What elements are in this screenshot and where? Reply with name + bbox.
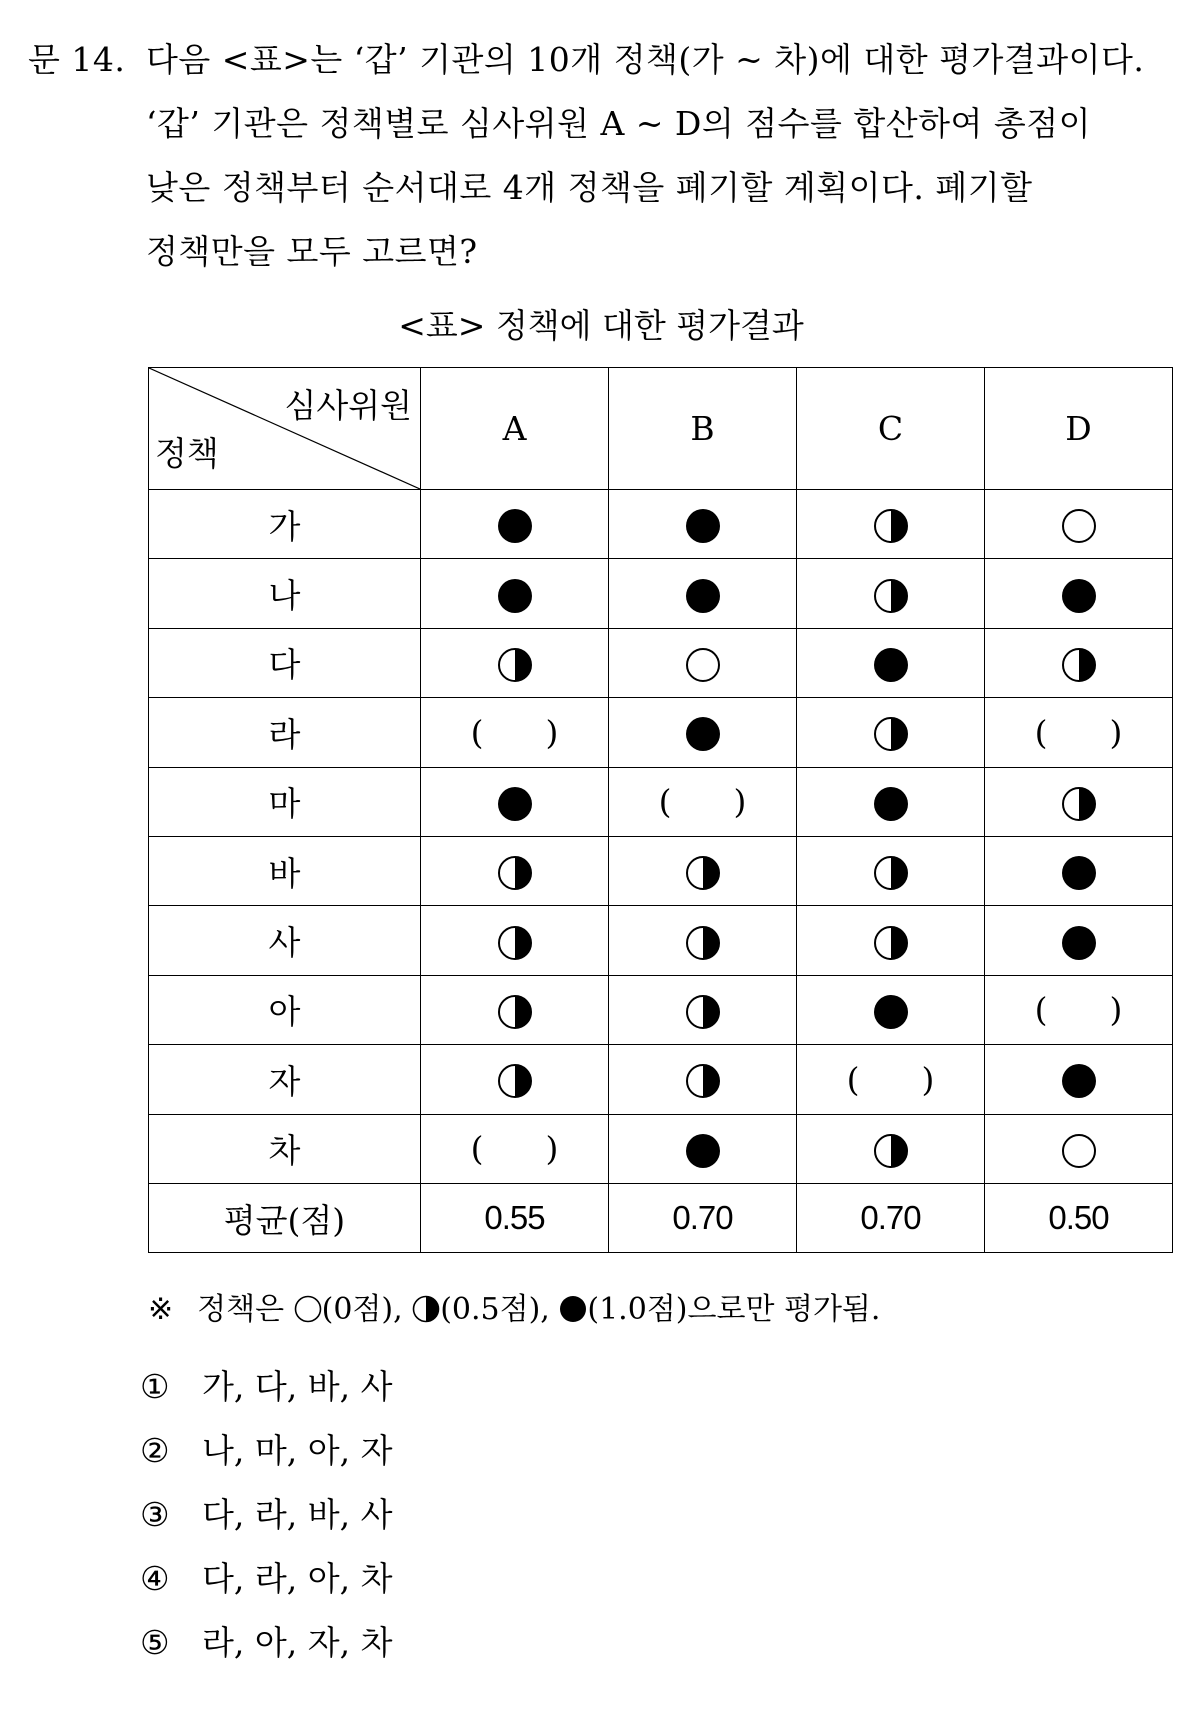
note-half-text: (0.5점),	[440, 1292, 550, 1327]
note-prefix: 정책은	[197, 1292, 285, 1327]
full-circle-icon	[497, 508, 533, 544]
score-cell-d	[985, 767, 1173, 836]
score-cell-d	[985, 628, 1173, 697]
table-row	[149, 906, 1173, 975]
policy-name: 가	[149, 490, 421, 559]
choice-number: ①	[140, 1367, 170, 1406]
score-cell-a	[421, 906, 609, 975]
judge-header-a: A	[421, 368, 609, 490]
score-cell-a	[421, 698, 609, 767]
blank-score: ( )	[658, 782, 747, 822]
half-circle-icon	[685, 994, 721, 1030]
score-cell-a	[421, 490, 609, 559]
half-circle-icon	[685, 855, 721, 891]
average-value-b: 0.70	[609, 1183, 797, 1252]
score-cell-c	[797, 698, 985, 767]
judge-header-c: C	[797, 368, 985, 490]
half-circle-icon	[497, 1063, 533, 1099]
score-cell-d	[985, 698, 1173, 767]
full-circle-icon	[1061, 1063, 1097, 1099]
score-cell-b	[609, 767, 797, 836]
full-circle-icon	[497, 578, 533, 614]
half-circle-icon	[873, 855, 909, 891]
score-cell-c	[797, 906, 985, 975]
score-cell-b	[609, 836, 797, 905]
full-circle-icon	[873, 786, 909, 822]
score-cell-a	[421, 628, 609, 697]
score-cell-c	[797, 559, 985, 628]
half-circle-icon	[873, 716, 909, 752]
empty-circle-icon	[294, 1295, 322, 1323]
choice-number: ⑤	[140, 1623, 170, 1662]
score-cell-c	[797, 490, 985, 559]
table-row	[149, 698, 1173, 767]
empty-circle-icon	[1061, 508, 1097, 544]
full-circle-icon	[1061, 855, 1097, 891]
half-circle-icon	[1061, 647, 1097, 683]
score-cell-d	[985, 1114, 1173, 1183]
blank-score: ( )	[846, 1059, 935, 1099]
half-circle-icon	[497, 925, 533, 961]
full-circle-icon	[685, 716, 721, 752]
full-circle-icon	[1061, 925, 1097, 961]
table-row	[149, 975, 1173, 1044]
half-circle-icon	[412, 1295, 440, 1323]
full-circle-icon	[497, 786, 533, 822]
full-circle-icon	[873, 994, 909, 1030]
policy-name: 바	[149, 836, 421, 905]
policy-name: 다	[149, 628, 421, 697]
half-circle-icon	[497, 994, 533, 1030]
full-circle-icon	[559, 1295, 587, 1323]
half-circle-icon	[685, 925, 721, 961]
score-cell-d	[985, 975, 1173, 1044]
score-cell-b	[609, 906, 797, 975]
full-circle-icon	[685, 578, 721, 614]
note-full-text: (1.0점)으로만 평가됨.	[587, 1292, 881, 1327]
score-cell-b	[609, 559, 797, 628]
choice-number: ④	[140, 1559, 170, 1598]
half-circle-icon	[497, 647, 533, 683]
blank-score: ( )	[1034, 990, 1123, 1030]
corner-policy-label: 정책	[155, 434, 219, 473]
choice-1[interactable]	[140, 1355, 392, 1419]
score-cell-a	[421, 836, 609, 905]
score-cell-c	[797, 628, 985, 697]
choice-number: ③	[140, 1495, 170, 1534]
half-circle-icon	[1061, 786, 1097, 822]
question-number: 문 14.	[28, 40, 126, 79]
score-cell-a	[421, 559, 609, 628]
table-row	[149, 836, 1173, 905]
choice-text: 라, 아, 자, 차	[202, 1623, 393, 1662]
table-row	[149, 628, 1173, 697]
full-circle-icon	[685, 508, 721, 544]
score-cell-a	[421, 1114, 609, 1183]
choice-text: 가, 다, 바, 사	[202, 1367, 393, 1406]
half-circle-icon	[873, 1133, 909, 1169]
table-row	[149, 559, 1173, 628]
empty-circle-icon	[685, 647, 721, 683]
score-cell-d	[985, 836, 1173, 905]
table-row	[149, 767, 1173, 836]
score-cell-c	[797, 767, 985, 836]
question	[28, 28, 1178, 284]
policy-name: 아	[149, 975, 421, 1044]
half-circle-icon	[497, 855, 533, 891]
choice-text: 다, 라, 바, 사	[202, 1495, 393, 1534]
average-value-a: 0.55	[421, 1183, 609, 1252]
half-circle-icon	[873, 578, 909, 614]
average-value-d: 0.50	[985, 1183, 1173, 1252]
score-cell-a	[421, 767, 609, 836]
score-cell-d	[985, 1045, 1173, 1114]
corner-judges-label: 심사위원	[284, 386, 412, 425]
score-cell-b	[609, 975, 797, 1044]
average-label: 평균(점)	[149, 1183, 421, 1252]
corner-cell	[149, 368, 421, 490]
blank-score: ( )	[1034, 712, 1123, 752]
note-empty-text: (0점),	[321, 1292, 403, 1327]
score-cell-c	[797, 836, 985, 905]
average-value-c: 0.70	[797, 1183, 985, 1252]
question-line-2: ‘갑’ 기관은 정책별로 심사위원 A ~ D의 점수를 합산하여 총점이	[146, 104, 1092, 143]
score-cell-c	[797, 1114, 985, 1183]
score-cell-b	[609, 1045, 797, 1114]
score-cell-b	[609, 490, 797, 559]
score-cell-d	[985, 906, 1173, 975]
score-cell-c	[797, 1045, 985, 1114]
score-cell-b	[609, 1114, 797, 1183]
half-circle-icon	[685, 1063, 721, 1099]
table-header-row	[149, 368, 1173, 490]
policy-name: 차	[149, 1114, 421, 1183]
full-circle-icon	[873, 647, 909, 683]
score-cell-c	[797, 975, 985, 1044]
choice-5[interactable]	[140, 1611, 392, 1675]
question-line-1	[28, 28, 1178, 92]
choice-4[interactable]	[140, 1547, 392, 1611]
policy-name: 자	[149, 1045, 421, 1114]
policy-name: 나	[149, 559, 421, 628]
score-cell-a	[421, 975, 609, 1044]
empty-circle-icon	[1061, 1133, 1097, 1169]
score-cell-a	[421, 1045, 609, 1114]
choice-2[interactable]	[140, 1419, 392, 1483]
table-row	[149, 490, 1173, 559]
question-text-1: 다음 <표>는 ‘갑’ 기관의 10개 정책(가 ~ 차)에 대한 평가결과이다.	[146, 40, 1145, 79]
full-circle-icon	[685, 1133, 721, 1169]
half-circle-icon	[873, 925, 909, 961]
question-line-3: 낮은 정책부터 순서대로 4개 정책을 폐기할 계획이다. 폐기할	[146, 168, 1033, 207]
score-cell-d	[985, 490, 1173, 559]
question-line-4: 정책만을 모두 고르면?	[146, 232, 478, 271]
policy-name: 라	[149, 698, 421, 767]
judge-header-d: D	[985, 368, 1173, 490]
choice-text: 다, 라, 아, 차	[202, 1559, 393, 1598]
score-cell-d	[985, 559, 1173, 628]
answer-choices	[140, 1355, 392, 1675]
blank-score: ( )	[470, 712, 559, 752]
table-row	[149, 1114, 1173, 1183]
half-circle-icon	[873, 508, 909, 544]
full-circle-icon	[1061, 578, 1097, 614]
score-cell-b	[609, 628, 797, 697]
judge-header-b: B	[609, 368, 797, 490]
scoring-note	[148, 1290, 880, 1330]
average-row	[149, 1183, 1173, 1252]
choice-3[interactable]	[140, 1483, 392, 1547]
blank-score: ( )	[470, 1129, 559, 1169]
note-symbol: ※	[148, 1292, 174, 1327]
policy-name: 사	[149, 906, 421, 975]
table-title: <표> 정책에 대한 평가결과	[398, 306, 804, 345]
evaluation-table	[148, 367, 1173, 1253]
choice-text: 나, 마, 아, 자	[202, 1431, 393, 1470]
table-row	[149, 1045, 1173, 1114]
choice-number: ②	[140, 1431, 170, 1470]
policy-name: 마	[149, 767, 421, 836]
score-cell-b	[609, 698, 797, 767]
